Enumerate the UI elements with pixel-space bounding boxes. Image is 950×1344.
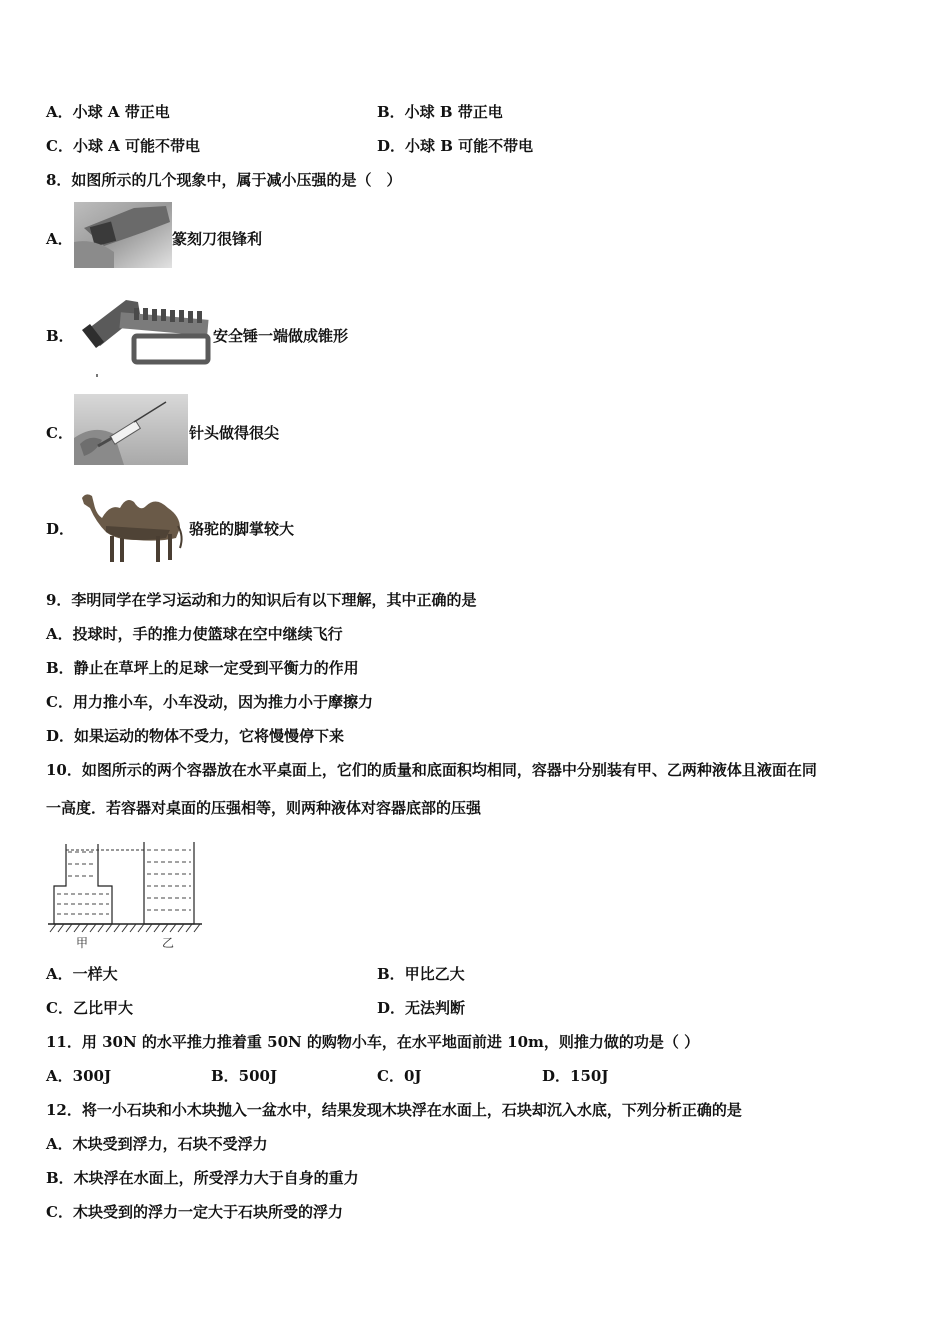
q11-option-a: A．300J [46, 1067, 112, 1085]
label-yi: 乙 [162, 936, 175, 950]
q7-option-d: D．小球 B 可能不带电 [377, 137, 534, 155]
q9-stem: 9．李明同学在学习运动和力的知识后有以下理解，其中正确的是 [46, 591, 477, 609]
q8-option-b-letter: B． [46, 327, 74, 345]
q9-option-c: C．用力推小车，小车没动，因为推力小于摩擦力 [46, 693, 373, 711]
camel-image [76, 486, 188, 566]
q9-option-b: B．静止在草坪上的足球一定受到平衡力的作用 [46, 659, 359, 677]
safety-hammer-image [76, 292, 212, 378]
carving-knife-image [74, 202, 172, 268]
q8-option-c-letter: C． [46, 424, 73, 442]
q12-option-c: C．木块受到的浮力一定大于石块所受的浮力 [46, 1203, 343, 1221]
q8-option-c-text: 针头做得很尖 [189, 424, 280, 442]
q8-option-d-letter: D． [46, 520, 75, 538]
q8-option-d-text: 骆驼的脚掌较大 [189, 520, 295, 538]
q11-stem: 11．用 30N 的水平推力推着重 50N 的购物小车，在水平地面前进 10m，则推力做的功是（ ） [46, 1033, 700, 1051]
q9-option-a: A．投球时，手的推力使篮球在空中继续飞行 [46, 625, 343, 643]
q7-option-b: B．小球 B 带正电 [377, 103, 503, 121]
q8-option-a-letter: A． [46, 230, 73, 248]
q11-option-d: D．150J [542, 1067, 609, 1085]
q10-option-b: B．甲比乙大 [377, 965, 465, 983]
syringe-image [74, 394, 188, 465]
q9-option-d: D．如果运动的物体不受力，它将慢慢停下来 [46, 727, 345, 745]
q10-option-a: A．一样大 [46, 965, 118, 983]
label-jia: 甲 [76, 936, 89, 950]
container-jia [54, 844, 112, 924]
q10-option-c: C．乙比甲大 [46, 999, 133, 1017]
q7-option-a: A．小球 A 带正电 [46, 103, 170, 121]
q7-option-c: C．小球 A 可能不带电 [46, 137, 201, 155]
q8-option-b-text: 安全锤一端做成锥形 [213, 327, 349, 345]
q12-option-a: A．木块受到浮力，石块不受浮力 [46, 1135, 268, 1153]
q8-stem: 8．如图所示的几个现象中，属于减小压强的是（ ） [46, 171, 402, 189]
q10-stem-line-2: 一高度．若容器对桌面的压强相等，则两种液体对容器底部的压强 [46, 799, 482, 817]
q10-stem-line-1: 10．如图所示的两个容器放在水平桌面上，它们的质量和底面积均相同，容器中分别装有甲、乙两种液体且液面在同 [46, 761, 817, 779]
q11-option-c: C．0J [377, 1067, 422, 1085]
containers-diagram [46, 836, 206, 950]
q12-option-b: B．木块浮在水面上，所受浮力大于自身的重力 [46, 1169, 359, 1187]
q12-stem: 12．将一小石块和小木块抛入一盆水中，结果发现木块浮在水面上，石块却沉入水底，下列分析正确的是 [46, 1101, 742, 1119]
q11-option-b: B．500J [211, 1067, 278, 1085]
container-yi [144, 842, 194, 924]
q10-option-d: D．无法判断 [377, 999, 466, 1017]
q8-option-a-text: 篆刻刀很锋利 [172, 230, 263, 248]
